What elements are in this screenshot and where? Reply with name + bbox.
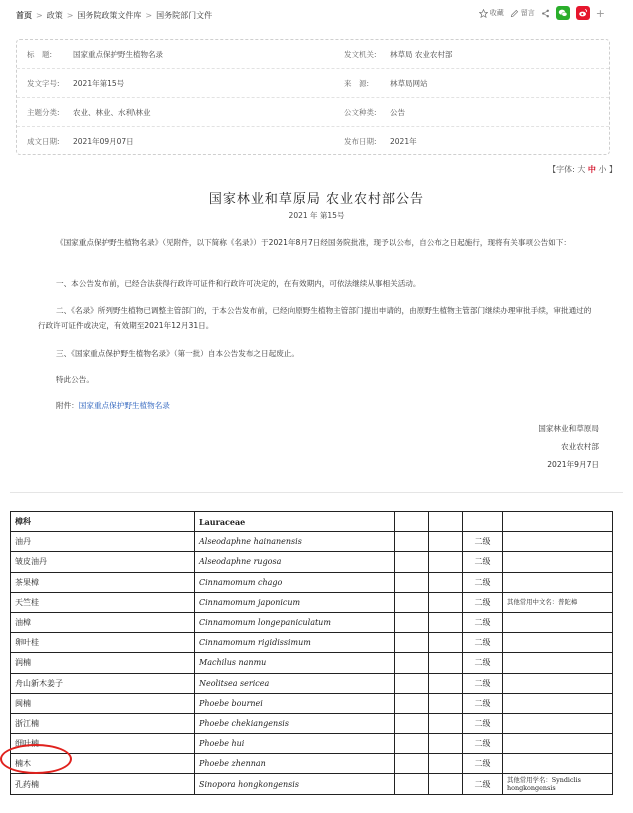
document-title: 国家林业和草原局 农业农村部公告 <box>208 192 425 207</box>
breadcrumb-policy-library[interactable]: 国务院政策文件库 <box>77 11 142 20</box>
empty-cell <box>429 612 463 632</box>
meta-value: 国家重点保护野生植物名录 <box>73 50 163 59</box>
species-latin-name: Phoebe zhennan <box>195 754 395 774</box>
protection-level: 二级 <box>463 673 503 693</box>
species-latin-name: Sinopora hongkongensis <box>195 774 395 794</box>
protection-level: 二级 <box>463 653 503 673</box>
species-latin-name: Phoebe bournei <box>195 693 395 713</box>
species-note <box>503 633 613 653</box>
empty-cell <box>429 734 463 754</box>
meta-value: 林草局网站 <box>390 79 428 88</box>
meta-category <box>27 107 151 118</box>
species-cn-name: 皱皮油丹 <box>11 552 195 572</box>
species-note <box>503 612 613 632</box>
species-note <box>503 713 613 733</box>
species-table <box>10 511 613 795</box>
paragraph-item-2: 二、《名录》所列野生植物已调整主管部门的，于本公告发布前，已经向原野生植物主管部门提出申请的，由原野生植物主管部门继续办理审批手续，审批通过的行政许可证件或决定，有效期至2021年12月31日。 <box>38 306 592 330</box>
table-row <box>11 693 613 713</box>
species-note: 其他常用中文名：普陀樟 <box>503 592 613 612</box>
species-cn-name: 舟山新木姜子 <box>11 673 195 693</box>
empty-cell <box>395 633 429 653</box>
empty-cell <box>395 673 429 693</box>
favorite-button[interactable] <box>479 8 504 18</box>
meta-key: 成文日期: <box>27 137 60 146</box>
protection-level: 二级 <box>463 754 503 774</box>
font-medium-button[interactable]: 中 <box>587 165 596 174</box>
table-row <box>11 552 613 572</box>
empty-cell <box>429 673 463 693</box>
table-row <box>11 754 613 774</box>
species-latin-name: Cinnamomum longepaniculatum <box>195 612 395 632</box>
meta-title <box>27 49 163 60</box>
meta-doc-type <box>344 107 405 118</box>
comment-label: 留言 <box>520 9 535 17</box>
species-cn-name: 天竺桂 <box>11 592 195 612</box>
species-latin-name: Neolitsea sericea <box>195 673 395 693</box>
table-row <box>11 774 613 794</box>
species-latin-name: Alseodaphne rugosa <box>195 552 395 572</box>
empty-cell <box>429 572 463 592</box>
section-divider <box>10 492 623 493</box>
species-note <box>503 673 613 693</box>
share-toolbar <box>479 6 605 20</box>
meta-written-date <box>27 136 134 147</box>
empty-cell <box>395 653 429 673</box>
top-bar <box>0 0 633 30</box>
breadcrumb <box>16 10 212 21</box>
meta-key: 发文字号: <box>27 79 60 88</box>
species-cn-name: 油樟 <box>11 612 195 632</box>
meta-key: 公文种类: <box>344 108 377 117</box>
protection-level: 二级 <box>463 774 503 794</box>
empty-cell <box>395 512 429 532</box>
paragraph-closing: 特此公告。 <box>56 375 94 384</box>
species-cn-name: 卵叶桂 <box>11 633 195 653</box>
species-cn-name: 细叶楠 <box>11 734 195 754</box>
empty-cell <box>503 512 613 532</box>
meta-value: 2021年第15号 <box>73 79 125 88</box>
meta-row <box>17 69 609 98</box>
empty-cell <box>463 512 503 532</box>
share-button[interactable] <box>541 9 550 18</box>
more-share-icon[interactable]: + <box>595 6 605 20</box>
protection-level: 二级 <box>463 532 503 552</box>
meta-key: 发布日期: <box>344 137 377 146</box>
species-note <box>503 754 613 774</box>
protection-level: 二级 <box>463 592 503 612</box>
meta-key: 标 题: <box>27 50 53 59</box>
breadcrumb-separator: > <box>66 11 74 20</box>
favorite-label: 收藏 <box>489 9 504 17</box>
species-cn-name: 浙江楠 <box>11 713 195 733</box>
empty-cell <box>395 734 429 754</box>
empty-cell <box>429 512 463 532</box>
table-row <box>11 673 613 693</box>
table-row <box>11 734 613 754</box>
meta-key: 主题分类: <box>27 108 60 117</box>
weibo-share-button[interactable] <box>576 6 590 20</box>
table-row <box>11 612 613 632</box>
protection-level: 二级 <box>463 612 503 632</box>
protection-level: 二级 <box>463 734 503 754</box>
species-note: 其他常用学名：Syndiclis hongkongensis <box>503 774 613 794</box>
species-cn-name: 油丹 <box>11 532 195 552</box>
signature-date: 2021年9月7日 <box>547 460 599 469</box>
species-table-container <box>10 511 612 795</box>
meta-doc-number <box>27 78 124 89</box>
protection-level: 二级 <box>463 713 503 733</box>
empty-cell <box>395 774 429 794</box>
table-row <box>11 653 613 673</box>
document-number: 2021 年 第15号 <box>288 211 345 220</box>
table-row <box>11 713 613 733</box>
document-metadata <box>16 39 610 155</box>
breadcrumb-department-docs[interactable]: 国务院部门文件 <box>156 11 213 20</box>
empty-cell <box>395 754 429 774</box>
highlight-circle <box>0 744 72 774</box>
meta-value: 农业、林业、水利\林业 <box>73 108 151 117</box>
meta-publish-date <box>344 136 417 147</box>
empty-cell <box>429 552 463 572</box>
weibo-icon <box>578 8 588 18</box>
species-latin-name: Alseodaphne hainanensis <box>195 532 395 552</box>
species-latin-name: Phoebe chekiangensis <box>195 713 395 733</box>
share-icon <box>541 9 550 18</box>
protection-level: 二级 <box>463 693 503 713</box>
attachment-line <box>38 398 598 413</box>
signature-org-1: 国家林业和草原局 <box>538 424 599 433</box>
species-note <box>503 653 613 673</box>
species-note <box>503 552 613 572</box>
species-note <box>503 572 613 592</box>
breadcrumb-policy[interactable]: 政策 <box>46 11 63 20</box>
meta-key: 来 源: <box>344 79 370 88</box>
signature-org-2: 农业农村部 <box>561 442 599 451</box>
species-cn-name: 润楠 <box>11 653 195 673</box>
protection-level: 二级 <box>463 572 503 592</box>
empty-cell <box>429 653 463 673</box>
star-icon <box>479 9 488 18</box>
font-large-button[interactable]: 大 <box>577 165 586 174</box>
meta-source <box>344 78 428 89</box>
empty-cell <box>429 592 463 612</box>
meta-value: 2021年09月07日 <box>73 137 134 146</box>
empty-cell <box>429 713 463 733</box>
species-note <box>503 693 613 713</box>
empty-cell <box>395 572 429 592</box>
breadcrumb-home[interactable]: 首页 <box>16 11 32 20</box>
species-note <box>503 532 613 552</box>
species-cn-name: 闽楠 <box>11 693 195 713</box>
table-row <box>11 633 613 653</box>
table-header-row <box>11 512 613 532</box>
species-latin-name: Cinnamomum japonicum <box>195 592 395 612</box>
meta-row <box>17 127 609 156</box>
attachment-link[interactable]: 国家重点保护野生植物名录 <box>78 401 170 410</box>
empty-cell <box>395 713 429 733</box>
family-latin: Lauraceae <box>195 512 395 532</box>
meta-value: 2021年 <box>390 137 417 146</box>
font-small-button[interactable]: 小 <box>598 165 607 174</box>
empty-cell <box>395 612 429 632</box>
meta-row <box>17 98 609 127</box>
protection-level: 二级 <box>463 552 503 572</box>
species-cn-name: 茶果樟 <box>11 572 195 592</box>
meta-value: 林草局 农业农村部 <box>390 50 453 59</box>
empty-cell <box>395 592 429 612</box>
paragraph-item-1: 一、本公告发布前，已经合法获得行政许可证件和行政许可决定的，在有效期内，可依法继续从事相关活动。 <box>56 279 421 288</box>
paragraph-intro: 《国家重点保护野生植物名录》（见附件，以下简称《名录》）于2021年8月7日经国务院批准，现予以公布，自公布之日起施行，现将有关事项公告如下： <box>56 238 571 247</box>
meta-value: 公告 <box>390 108 405 117</box>
family-cn: 樟科 <box>11 512 195 532</box>
wechat-share-button[interactable] <box>556 6 570 20</box>
font-size-label: 【字体: <box>548 165 575 174</box>
empty-cell <box>395 532 429 552</box>
wechat-icon <box>558 8 568 18</box>
table-row <box>11 532 613 552</box>
empty-cell <box>429 633 463 653</box>
table-row <box>11 572 613 592</box>
empty-cell <box>429 693 463 713</box>
species-latin-name: Cinnamomum chago <box>195 572 395 592</box>
meta-row <box>17 40 609 69</box>
font-size-control <box>548 164 617 175</box>
attachment-label: 附件： <box>56 401 79 410</box>
pencil-icon <box>510 9 519 18</box>
comment-button[interactable] <box>510 8 535 18</box>
protection-level: 二级 <box>463 633 503 653</box>
species-note <box>503 734 613 754</box>
empty-cell <box>429 532 463 552</box>
empty-cell <box>395 552 429 572</box>
breadcrumb-separator: > <box>145 11 153 20</box>
empty-cell <box>429 754 463 774</box>
species-latin-name: Phoebe hui <box>195 734 395 754</box>
table-row <box>11 592 613 612</box>
species-cn-name: 楠木 <box>11 754 195 774</box>
breadcrumb-separator: > <box>36 11 43 20</box>
species-latin-name: Machilus nanmu <box>195 653 395 673</box>
empty-cell <box>395 693 429 713</box>
meta-key: 发文机关: <box>344 50 377 59</box>
empty-cell <box>429 774 463 794</box>
species-cn-name: 孔药楠 <box>11 774 195 794</box>
paragraph-item-3: 三、《国家重点保护野生植物名录》（第一批）自本公告发布之日起废止。 <box>56 349 299 358</box>
meta-issuer <box>344 49 452 60</box>
font-size-bracket: 】 <box>609 165 617 174</box>
species-latin-name: Cinnamomum rigidissimum <box>195 633 395 653</box>
